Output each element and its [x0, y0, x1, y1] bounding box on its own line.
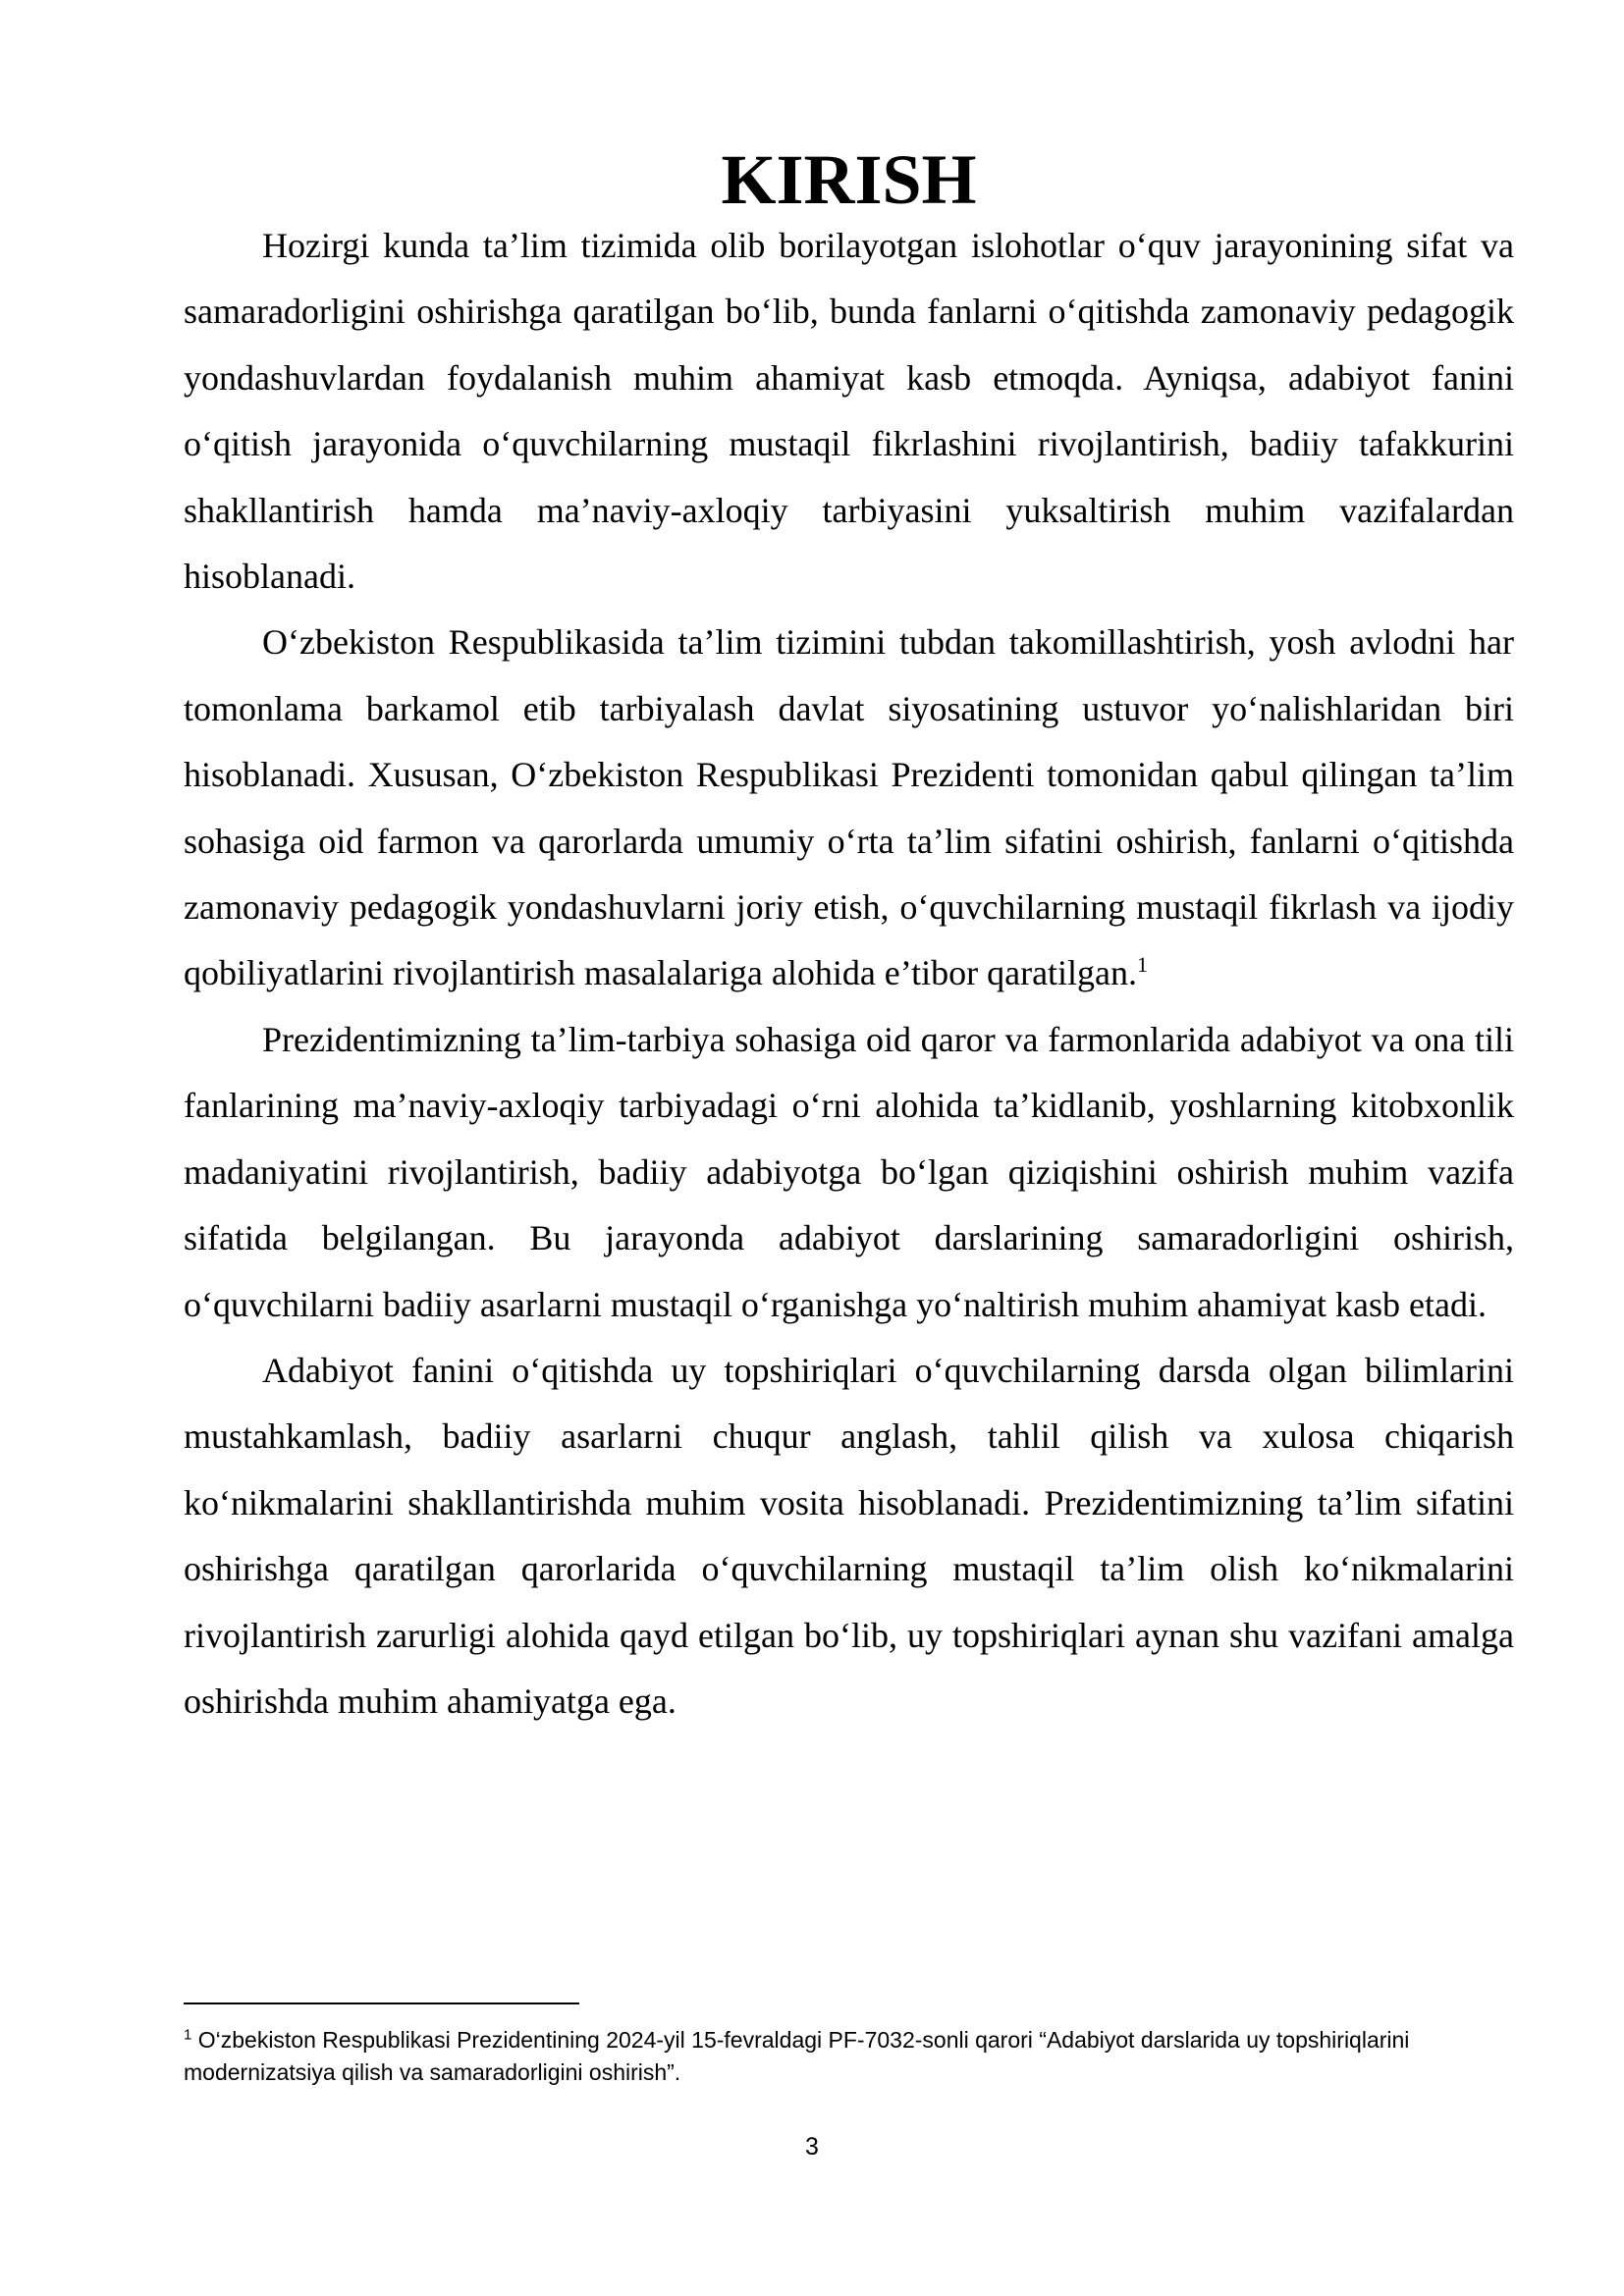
paragraph-1: Hozirgi kunda ta’lim tizimida olib borilayotgan islohotlar o‘quv jarayonining sifat va samaradorligini oshirishga qaratilgan bo‘lib, bunda fanlarni o‘qitishda zamonaviy pedagogik yondashuvlardan foydalanish muhim ahamiyat kasb etmoqda. Ayniqsa, adabiyot fanini o‘qitish jarayonida o‘quvchilarning mustaqil fikrlashini rivojlantirish, badiiy tafakkurini shakllantirish hamda ma’naviy-axloqiy tarbiyasini yuksaltirish muhim vazifalardan hisoblanadi. [184, 226, 1514, 597]
paragraph-2 [184, 610, 1514, 1006]
footnote [184, 2024, 1514, 2089]
paragraph-3: Prezidentimizning ta’lim-tarbiya sohasiga oid qaror va farmonlarida adabiyot va ona tili fanlarining ma’naviy-axloqiy tarbiyadagi o‘rni alohida ta’kidlanib, yoshlarning kitobxonlik madaniyatini rivojlantirish, badiiy adabiyotga bo‘lgan qiziqishini oshirish muhim vazifa sifatida belgilangan. Bu jarayonda adabiyot darslarining samaradorligini oshirish, o‘quvchilarni badiiy asarlarni mustaqil o‘rganishga yo‘naltirish muhim ahamiyat kasb etadi. [184, 1019, 1514, 1324]
page-title: KIRISH [721, 140, 977, 219]
footnote-text: O‘zbekiston Respublikasi Prezidentining 2024-yil 15-fevraldagi PF-7032-sonli qarori “Adabiyot darslarida uy topshiriqlarini modernizatsiya qilish va samaradorligini oshirish”. [184, 2027, 1410, 2085]
paragraph-2-text: O‘zbekiston Respublikasida ta’lim tizimini tubdan takomillashtirish, yosh avlodni har tomonlama barkamol etib tarbiyalash davlat siyosatining ustuvor yo‘nalishlaridan biri hisoblanadi. Xususan, O‘zbekiston Respublikasi Prezidenti tomonidan qabul qilingan ta’lim sohasiga oid farmon va qarorlarda umumiy o‘rta ta’lim sifatini oshirish, fanlarni o‘qitishda zamonaviy pedagogik yondashuvlarni joriy etish, o‘quvchilarning mustaqil fikrlash va ijodiy qobiliyatlarini rivojlantirish masalalariga alohida e’tibor qaratilgan. [184, 622, 1514, 993]
body-text [184, 140, 1514, 1735]
footnote-reference[interactable]: 1 [1137, 952, 1149, 978]
footnote-marker: 1 [184, 2026, 192, 2044]
paragraph-4: Adabiyot fanini o‘qitishda uy topshiriqlari o‘quvchilarning darsda olgan bilimlarini mustahkamlash, badiiy asarlarni chuqur anglash, tahlil qilish va xulosa chiqarish ko‘nikmalarini shakllantirishda muhim vosita hisoblanadi. Prezidentimizning ta’lim sifatini oshirishga qaratilgan qarorlarida o‘quvchilarning mustaqil ta’lim olish ko‘nikmalarini rivojlantirish zarurligi alohida qayd etilgan bo‘lib, uy topshiriqlari aynan shu vazifani amalga oshirishda muhim ahamiyatga ega. [184, 1350, 1514, 1721]
page-number: 3 [805, 2133, 819, 2161]
footnote-separator [184, 2002, 579, 2004]
